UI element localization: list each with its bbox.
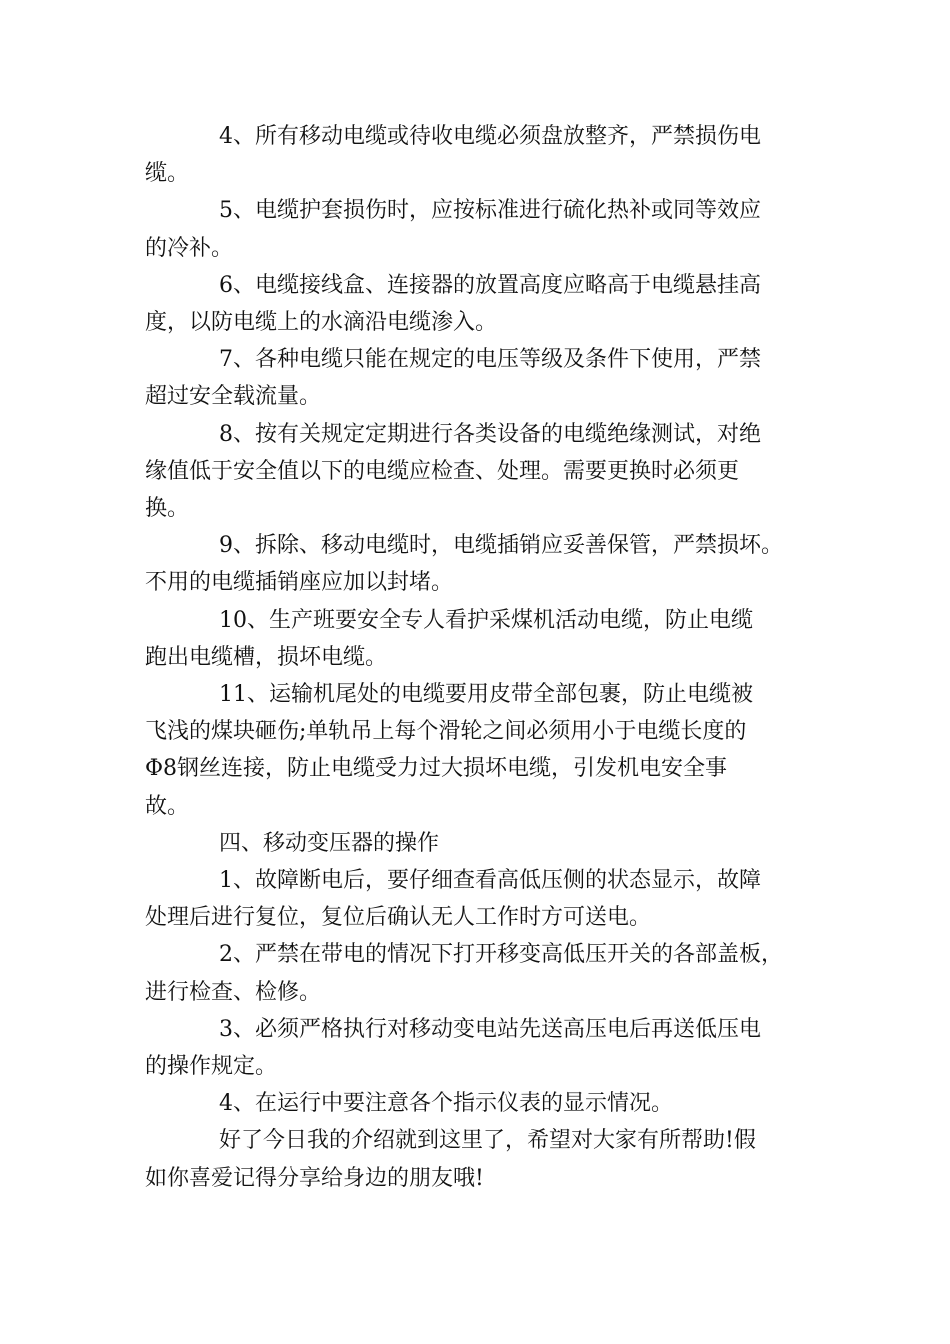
paragraph-cable-storage: 4、所有移动电缆或待收电缆必须盘放整齐，严禁损伤电 缆。 <box>145 124 761 187</box>
paragraph-shearer-cable: 10、生产班要安全专人看护采煤机活动电缆，防止电缆 跑出电缆槽，损坏电缆。 <box>145 607 753 670</box>
paragraph-closing: 好了今日我的介绍就到这里了，希望对大家有所帮助!假 如你喜爱记得分享给身边的朋友哦! <box>145 1128 756 1191</box>
paragraph-live-cover: 2、严禁在带电的情况下打开移变高低压开关的各部盖板， 进行检查、检修。 <box>145 942 783 1005</box>
paragraph-conveyor-tail: 11、运输机尾处的电缆要用皮带全部包裹，防止电缆被 飞浅的煤块砸伤;单轨吊上每个滑轮之间必须用小于电缆长度的 Φ8钢丝连接，防止电缆受力过大损坏电缆，引发机电安全事 故。 <box>145 682 753 819</box>
paragraph-power-sequence: 3、必须严格执行对移动变电站先送高压电后再送低压电 的操作规定。 <box>145 1016 761 1080</box>
paragraph-voltage-rating: 7、各种电缆只能在规定的电压等级及条件下使用，严禁 超过安全载流量。 <box>145 347 761 410</box>
paragraph-insulation-test: 8、按有关规定定期进行各类设备的电缆绝缘测试，对绝 缘值低于安全值以下的电缆应检查、处理。需要更换时必须更 换。 <box>145 421 761 522</box>
paragraph-junction-height: 6、电缆接线盒、连接器的放置高度应略高于电缆悬挂高 度，以防电缆上的水滴沿电缆渗入。 <box>145 272 761 336</box>
section-heading-mobile-transformer: 四、移动变压器的操作 <box>219 830 440 856</box>
paragraph-fault-reset: 1、故障断电后，要仔细查看高低压侧的状态显示，故障 处理后进行复位，复位后确认无人工作时方可送电。 <box>145 868 761 931</box>
document-body <box>145 118 817 1197</box>
paragraph-plug-storage: 9、拆除、移动电缆时，电缆插销应妥善保管，严禁损坏。 不用的电缆插销座应加以封堵。 <box>145 533 783 596</box>
paragraph-sheath-repair: 5、电缆护套损伤时，应按标准进行硫化热补或同等效应 的冷补。 <box>145 198 761 261</box>
paragraph-instrument-watch: 4、在运行中要注意各个指示仪表的显示情况。 <box>219 1091 673 1117</box>
